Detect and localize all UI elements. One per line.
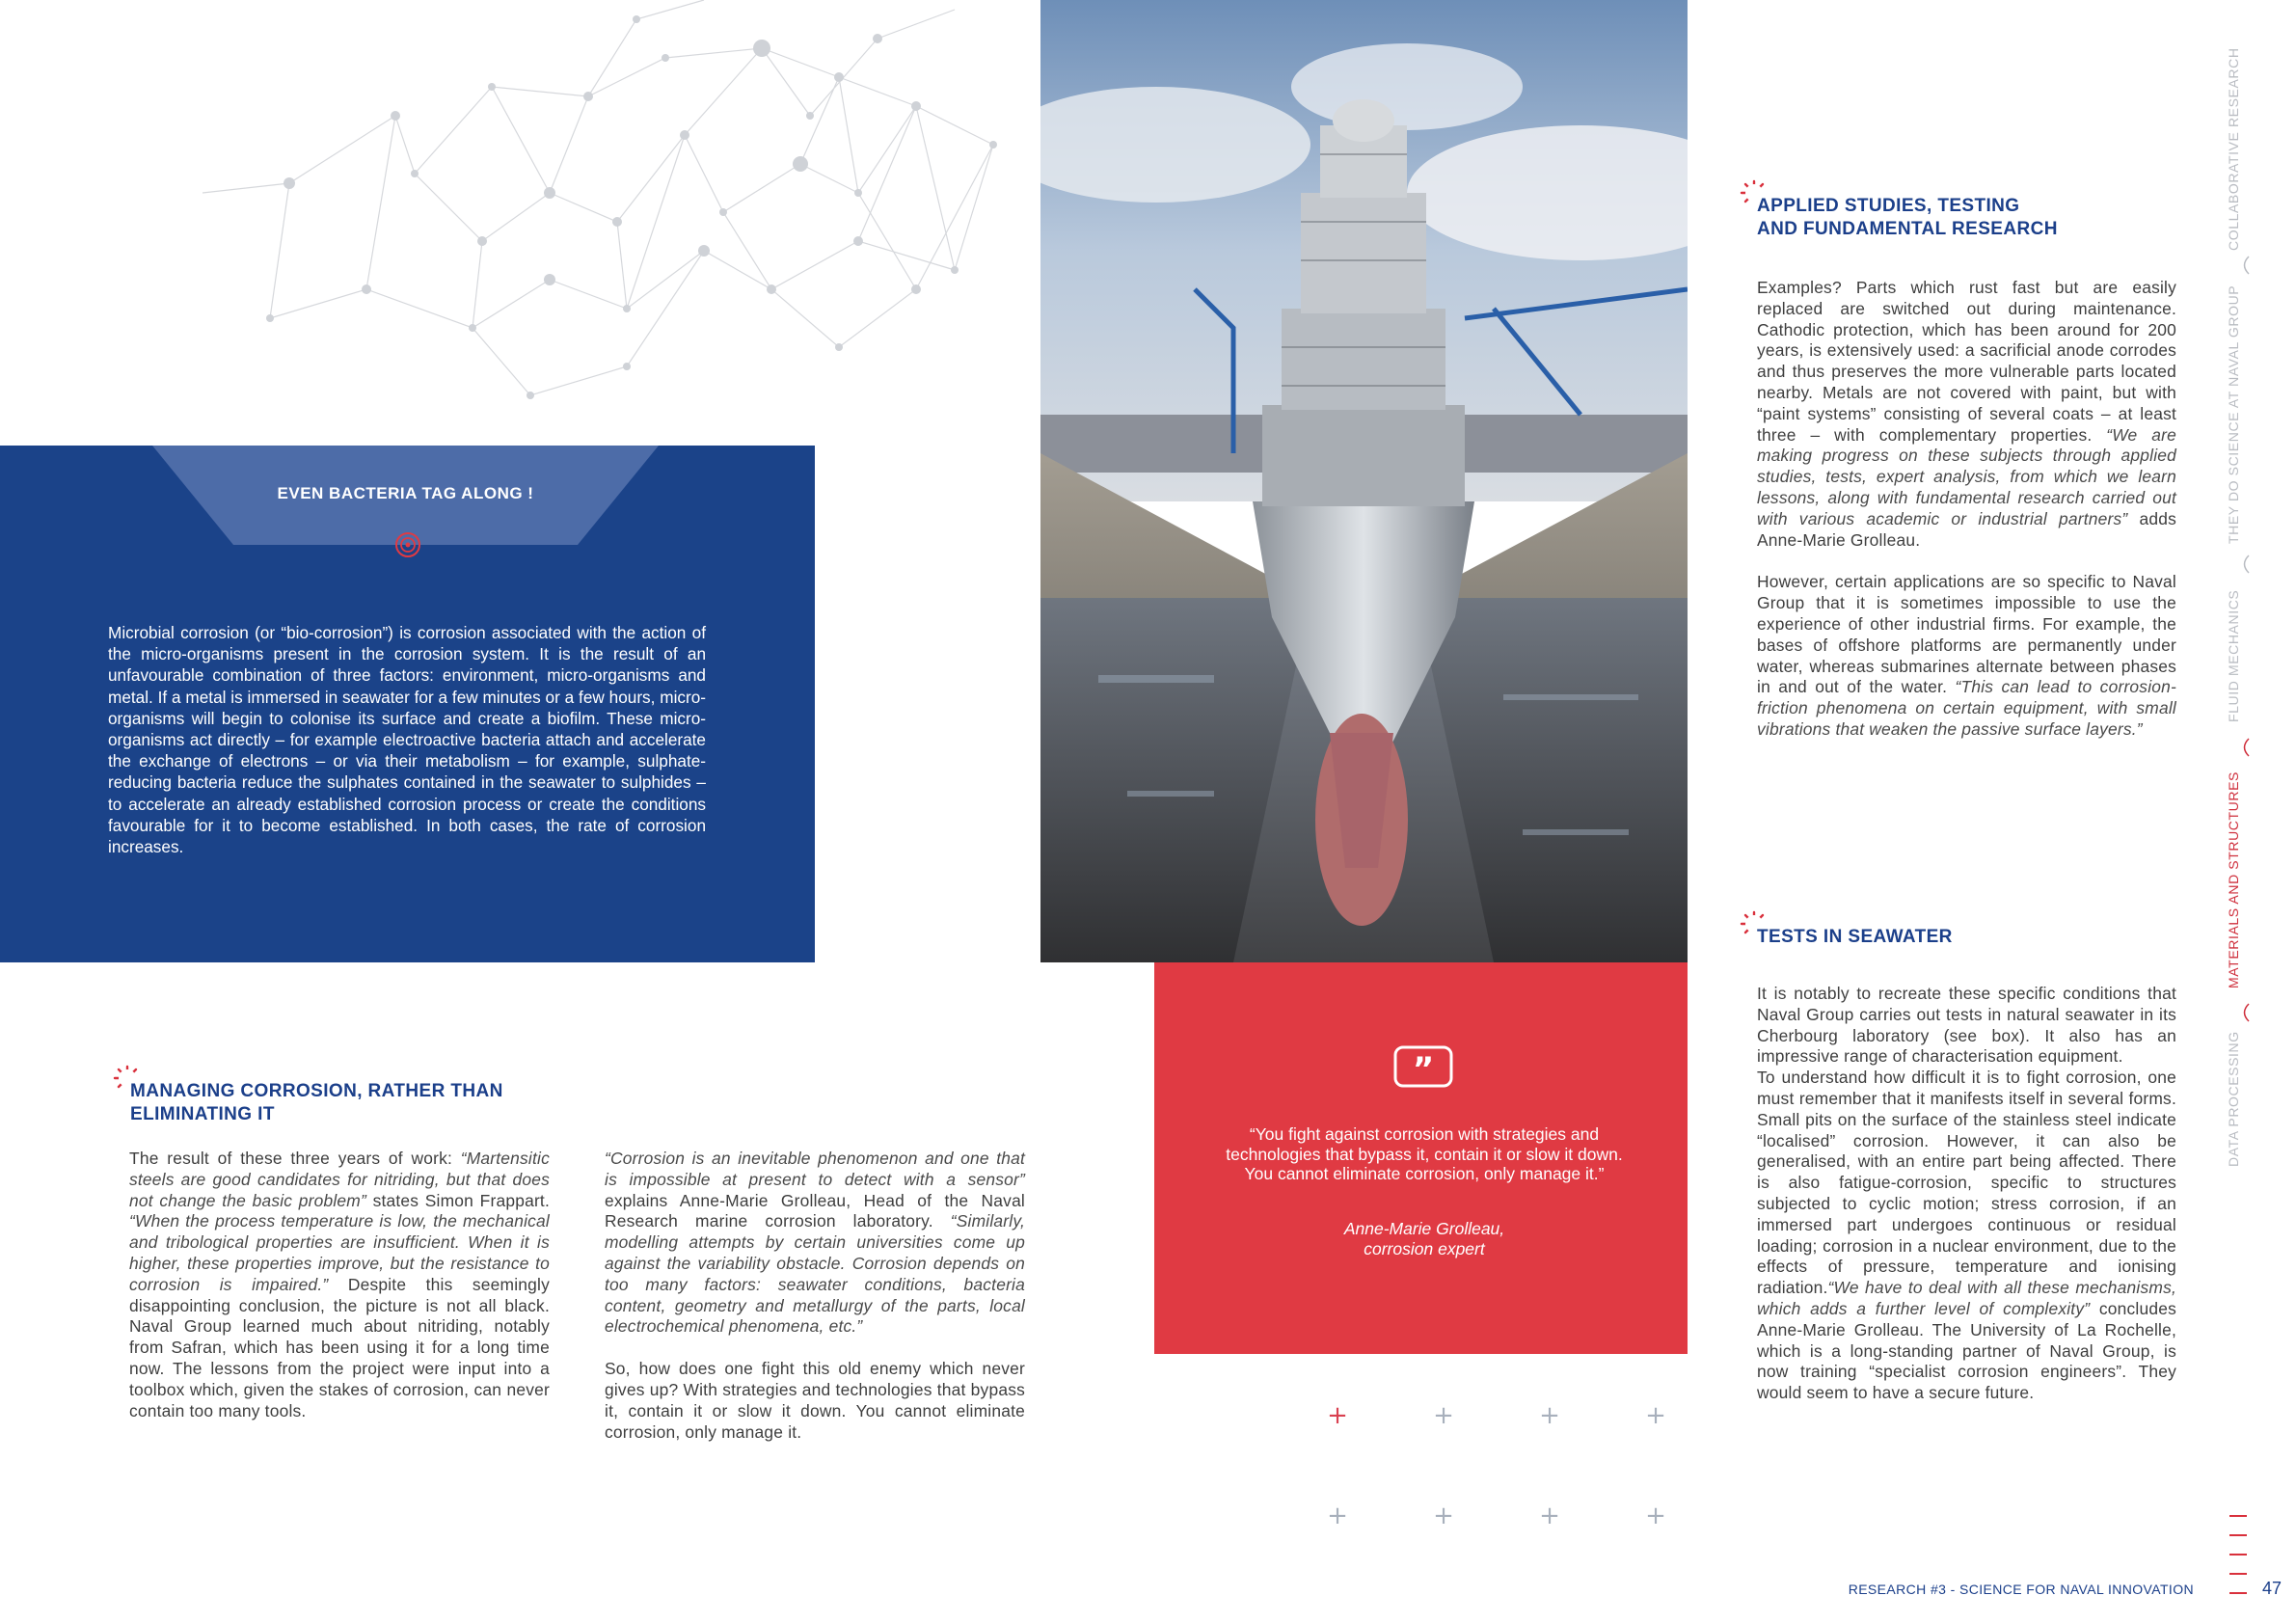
quote-run: “When the process temperature is low, the mechanical and tribological properties are insufficient. When it is higher, these properties improve, but the resistance to corrosion is impaired.” [129,1211,550,1294]
text-run: explains Anne-Marie Grolleau, Head of the Naval Research marine corrosion laboratory. [605,1190,1025,1231]
quote-text: “You fight against corrosion with strategies and technologies that bypass it, contain it or slow it down. You cannot eliminate corrosion, only manage it.” [1226,1124,1623,1183]
nav-item-fluid-mechanics[interactable]: FLUID MECHANICS [2226,589,2241,722]
plus-mark: + [1327,1501,1348,1530]
applied-heading-line1: APPLIED STUDIES, TESTING [1757,196,2020,216]
side-navigation [2226,47,2264,1168]
quote-run: “We are making progress on these subjects through applied studies, tests, expert analysis, from which we learn lessons, along with fundamental research carried out with various academic or industrial partners” [1757,424,2176,528]
applied-heading-line2: AND FUNDAMENTAL RESEARCH [1757,219,2058,239]
nav-separator [2237,738,2253,757]
paragraph [1757,572,2176,740]
managing-heading [130,1080,612,1126]
paragraph [1757,1068,2176,1404]
quote-author-role: corrosion expert [1364,1238,1485,1258]
network-decoration [183,0,1051,444]
managing-column-2 [605,1149,1025,1464]
quote-author-name: Anne-Marie Grolleau, [1343,1219,1505,1238]
plus-mark: + [1327,1401,1348,1430]
svg-text:”: ” [1412,1050,1435,1088]
bacteria-text: Microbial corrosion (or “bio-corrosion”) is corrosion associated with the action of the micro-organisms present in the corrosion system. It is the result of an unfavourable combination of three factors: environment, micro-organisms and metal. If a metal is immersed in seawater for a few minutes or a few hours, micro-organisms will begin to colonise its surface and create a biofilm. These micro-organisms act directly – for example electroactive bacteria attach and accelerate the exchange of electrons – or via their metabolism – for example, sulphate-reducing bacteria reduce the sulphates contained in the seawater to sulphides – to accelerate an already established corrosion process or create the conditions favourable for it to become established. In both cases, the rate of corrosion increases. [108,623,706,857]
nav-item-data-processing[interactable]: DATA PROCESSING [2226,1031,2241,1168]
plus-mark: + [1539,1401,1560,1430]
paragraph [605,1149,1025,1338]
nav-item-collaborative-research[interactable]: COLLABORATIVE RESEARCH [2226,47,2241,251]
nav-item-they-do-science[interactable]: THEY DO SCIENCE AT NAVAL GROUP [2226,284,2241,545]
text-run: Despite this seemingly disappointing conclusion, the picture is not all black. Naval Group learned much about nitriding, notably from Safran, which has been using it for a long time now. The lessons from the project were input into a toolbox which, given the stakes of corrosion, can never contain too many tools. [129,1274,550,1420]
ship-drydock-photo [1040,0,1688,962]
bacteria-title: EVEN BACTERIA TAG ALONG ! [277,484,534,502]
text-run: adds Anne-Marie Grolleau. [1757,508,2176,550]
plus-mark: + [1539,1501,1560,1530]
nav-separator [2237,555,2253,574]
quote-run: “We have to deal with all these mechanisms, which adds a further level of complexity” [1757,1278,2176,1318]
plus-mark: + [1645,1501,1666,1530]
text-run: Examples? Parts which rust fast but are easily replaced are switched out during maintenance. Cathodic protection, which has been around for 200 years, is extensively used: a sacrificial anode corrodes and thus preserves the more vulnerable parts located nearby. Metals are not covered with paint, but with “paint systems” consisting of several coats – at least three – with complementary properties. [1757,278,2176,445]
quote-run: “Corrosion is an inevitable phenomenon and one that is impossible at present to detect with a sensor” [605,1149,1025,1189]
paragraph: It is notably to recreate these specific conditions that Naval Group carries out tests in natural seawater in its Cherbourg laboratory (see box). It also has an impressive range of characterisation equipment. [1757,984,2176,1067]
seawater-heading: TESTS IN SEAWATER [1757,927,1953,947]
quote-author [1212,1219,1636,1258]
plus-mark: + [1433,1401,1454,1430]
quote-run: “Similarly, modelling attempts by certain universities come up against the variability obstacle. Corrosion depends on too many factors: seawater conditions, bacteria content, geometry and metallurgy of the parts, local electrochemical phenomena, etc.” [605,1211,1025,1337]
paragraph: So, how does one fight this old enemy which never gives up? With strategies and technologies that bypass it, contain it or slow it down. You cannot eliminate corrosion, only manage it. [605,1359,1025,1442]
text-run: However, certain applications are so specific to Naval Group that it is sometimes impossible to use the experience of other industrial firms. For example, the bases of offshore platforms are permanently under water, whereas submarines alternate between phases in and out of the water. [1757,572,2176,697]
footer-title: RESEARCH #3 - SCIENCE FOR NAVAL INNOVATION [1848,1582,2194,1597]
text-run: The result of these three years of work: [129,1149,461,1168]
bacteria-logo-icon [393,530,422,559]
managing-column-1 [129,1149,550,1421]
seawater-text [1757,984,2176,1404]
managing-heading-line2: ELIMINATING IT [130,1104,275,1124]
managing-heading-line1: MANAGING CORROSION, RATHER THAN [130,1081,503,1101]
page-number: 47 [2262,1579,2282,1598]
text-run: concludes Anne-Marie Grolleau. The University of La Rochelle, which is a long-standing partner of Naval Group, is now training “specialist corrosion engineers”. They would seem to have a secure future. [1757,1298,2176,1403]
applied-text [1757,278,2176,762]
quote-run: “This can lead to corrosion-friction phenomena on certain equipment, with small vibrations that weaken the passive surface layers.” [1757,677,2176,739]
text-run: states Simon Frappart. [365,1190,551,1210]
plus-mark: + [1433,1501,1454,1530]
nav-item-materials-and-structures[interactable]: MATERIALS AND STRUCTURES [2226,771,2241,988]
quote-icon [1393,1045,1453,1088]
plus-mark: + [1645,1401,1666,1430]
nav-separator [2237,1003,2253,1022]
paragraph [1757,278,2176,551]
text-run: To understand how difficult it is to fight corrosion, one must remember that it manifests itself in several forms. Small pits on the surface of the stainless steel indicate “localised” corrosion. However, it can also be generalised, with an entire part being affected. There is also fatigue-corrosion, specific to structures subjected to cyclic motion; stress corrosion, if an immersed part undergoes continuous or residual loading; corrosion in a nuclear environment, due to the effects of pressure, temperature and ionising radiation. [1757,1068,2176,1298]
quote-run: “Martensitic steels are good candidates for nitriding, but that does not change the basic problem” [129,1149,550,1210]
applied-heading [1757,195,2201,241]
footer-dashes [2229,1514,2249,1601]
nav-separator [2237,256,2253,275]
